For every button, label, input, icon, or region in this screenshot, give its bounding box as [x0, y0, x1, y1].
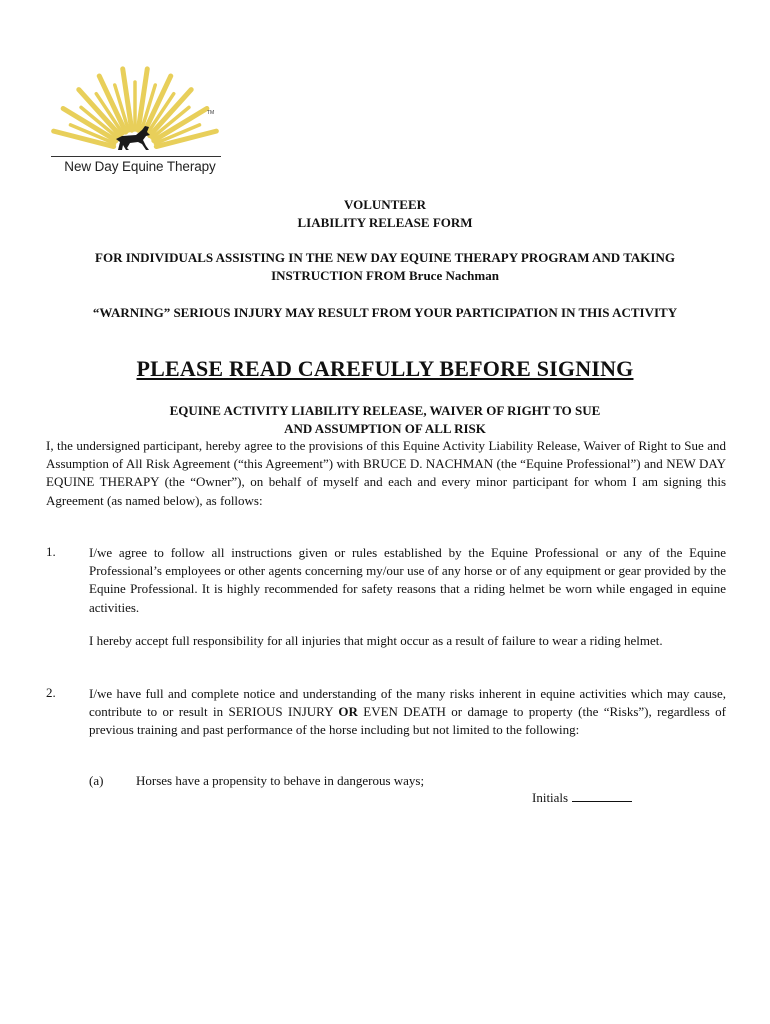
title-line-1: VOLUNTEER [343, 197, 427, 212]
sunburst-icon [50, 60, 225, 160]
trademark-mark: TM [207, 110, 215, 116]
item-number-1: 1. [46, 544, 56, 559]
item-1-text: I/we agree to follow all instructions given or rules established by the Equine Professional or any of the Equine Professional’s employees or other agents concerning my/our use of any horse or of any equipment or gear provided by the Equine Professional. It is highly recommended for safety reasons that a riding helmet be worn while engaged in equine activities. [89, 545, 726, 615]
release-title-line-2: AND ASSUMPTION OF ALL RISK [284, 421, 486, 436]
logo [50, 60, 225, 182]
for-individuals-heading: FOR INDIVIDUALS ASSISTING IN THE NEW DAY EQUINE THERAPY PROGRAM AND TAKING INSTRUCTION FROM Bruce Nachman [95, 250, 675, 283]
logo-divider [51, 156, 221, 157]
logo-brand-text: New Day Equine Therapy [64, 159, 216, 174]
release-title [0, 402, 770, 438]
or-emphasis: OR [338, 704, 358, 720]
item-number-2: 2. [46, 685, 56, 700]
sub-item-label: (a) [89, 773, 104, 788]
intro-paragraph: I, the undersigned participant, hereby agree to the provisions of this Equine Activity Liability Release, Waiver of Right to Sue and Assumption of All Risk Agreement (“this Agreement”) with BRUCE D. NACHMAN (the “Equine Professional”) and NEW DAY EQUINE THERAPY (the “Owner”), on behalf of myself and each and every minor participant for whom I am signing this Agreement (as named below), as follows: [46, 438, 726, 508]
item-1-helmet-text: I hereby accept full responsibility for all injuries that might occur as a result of failure to wear a riding helmet. [89, 633, 663, 648]
title-line-2: LIABILITY RELEASE FORM [297, 215, 473, 230]
item-2-text: I/we have full and complete notice and understanding of the many risks inherent in equine activities which may cause, contribute to or result in SERIOUS INJURY OR EVEN DEATH or damage to property (the “Risks”), regardless of previous training and past performance of the horse including but not limited to the following: [89, 686, 726, 738]
sub-item-text: Horses have a propensity to behave in dangerous ways; [136, 773, 425, 788]
initials-label: Initials [532, 790, 569, 805]
initials-field [532, 789, 632, 806]
warning-heading: “WARNING” SERIOUS INJURY MAY RESULT FROM YOUR PARTICIPATION IN THIS ACTIVITY [92, 305, 678, 320]
initials-line[interactable] [572, 789, 632, 802]
release-title-line-1: EQUINE ACTIVITY LIABILITY RELEASE, WAIVER OF RIGHT TO SUE [169, 403, 601, 418]
form-title [0, 196, 770, 232]
please-read-heading: PLEASE READ CAREFULLY BEFORE SIGNING [136, 356, 634, 381]
